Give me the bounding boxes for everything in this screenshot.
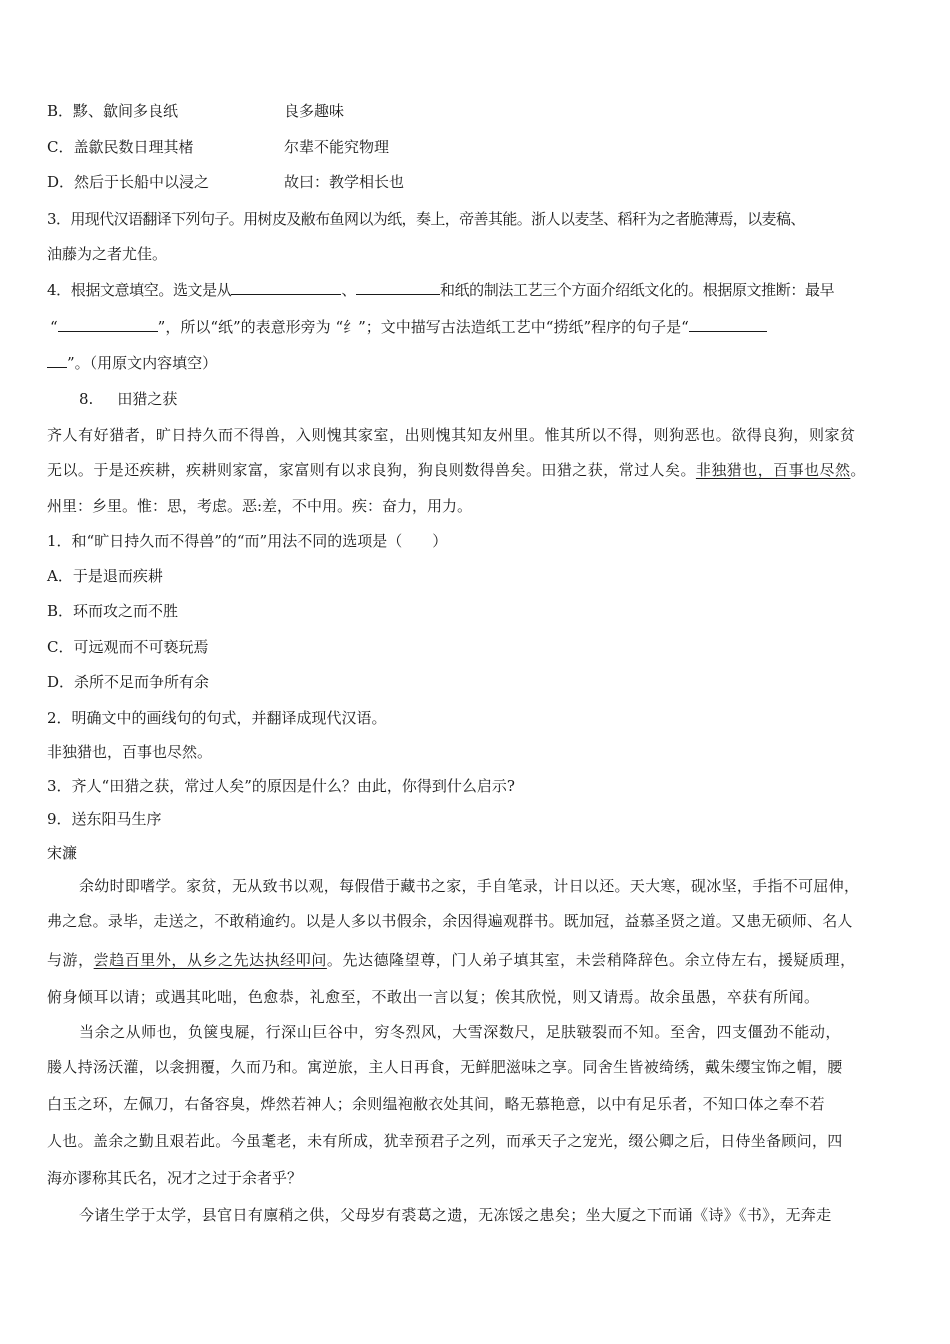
section-title: 田猎之获 [117,390,178,408]
passage-text: 。 [850,461,866,479]
q2-sentence: 非独猎也，百事也尽然。 [47,743,213,761]
q4-sep: 、 [341,281,356,299]
option-label: B． [47,102,74,120]
passage-8-line2 [47,460,866,480]
para1-line3 [47,950,856,970]
q1-option-d[interactable] [47,672,209,692]
section-8-heading [79,389,177,409]
underlined-sentence: 非独猎也，百事也尽然 [695,461,851,479]
option-c-right: 尔辈不能究物理 [284,138,390,156]
underlined-sentence: 尝趋百里外，从乡之先达执经叩问 [93,951,327,969]
passage-8-notes: 州里：乡里。惟：思，考虑。恶:差，不中用。疾：奋力，用力。 [47,497,473,515]
q4-quote: “ [50,318,58,336]
passage-text: 与游， [47,951,94,969]
option-text: 盖歙民数日理其楮 [73,138,194,156]
para3-line1: 今诸生学于太学，县官日有廪稍之供，父母岁有裘葛之遗，无冻馁之患矣；坐大厦之下而诵《诗》《书》，无奔走 [79,1206,832,1224]
prev-q4-line3 [47,353,217,373]
passage-8-line1: 齐人有好猎者，旷日持久而不得兽，入则愧其家室，出则愧其知友州里。惟其所以不得，则狗恶也。欲得良狗，则家贫 [47,426,856,444]
section-number: 8. [79,390,94,408]
answer-blank-1[interactable] [231,280,341,295]
option-b-right: 良多趣味 [284,102,345,120]
option-label: B． [47,602,74,620]
answer-blank-4[interactable] [689,317,767,332]
q3-stem: 3．齐人“田猎之获，常过人矣”的原因是什么？由此，你得到什么启示? [47,777,515,795]
option-d-left [47,172,209,192]
option-label: D． [47,173,75,191]
passage-text: 。先达德隆望尊，门人弟子填其室，未尝稍降辞色。余立侍左右，援疑质理， [326,951,856,969]
option-label: C． [47,138,74,156]
passage-text: 无以。于是还疾耕，疾耕则家富，家富则有以求良狗，狗良则数得兽矣。田猎之获，常过人矣。 [47,461,696,479]
q1-stem: 1．和“旷日持久而不得兽”的“而”用法不同的选项是（ ） [47,532,448,550]
prev-q3-line1: 3．用现代汉语翻译下列句子。用树皮及敝布鱼网以为纸，奏上，帝善其能。浙人以麦茎、稻秆为之者脆薄焉，以麦稿、 [47,210,805,228]
q4-text: 和纸的制法工艺三个方面介绍纸文化的。根据原文推断：最早 [439,281,835,299]
para1-line2: 弗之怠。录毕，走送之，不敢稍逾约。以是人多以书假余，余因得遍观群书。既加冠，益慕圣贤之道。又患无硕师、名人 [47,912,853,930]
option-text: 于是退而疾耕 [72,567,163,585]
option-label: C． [47,638,74,656]
q1-option-b[interactable] [47,601,178,621]
para2-line1: 当余之从师也，负箧曳屣，行深山巨谷中，穷冬烈风，大雪深数尺，足肤皲裂而不知。至舍，四支僵劲不能动， [79,1023,841,1041]
option-c-left [47,137,194,157]
section-9-title: 9．送东阳马生序 [47,810,162,828]
q1-option-a[interactable] [47,566,163,586]
q1-option-c[interactable] [47,637,209,657]
prev-q4-line1 [47,280,834,300]
option-b-left [47,101,178,121]
answer-blank-4-cont[interactable] [47,353,67,368]
answer-blank-3[interactable] [58,317,158,332]
para1-line4: 俯身倾耳以请；或遇其叱咄，色愈恭，礼愈至，不敢出一言以复；俟其欣悦，则又请焉。故余虽愚，卒获有所闻。 [47,988,820,1006]
para2-line2: 媵人持汤沃灌，以衾拥覆，久而乃和。寓逆旅，主人日再食，无鲜肥滋味之享。同舍生皆被绮绣，戴朱缨宝饰之帽，腰 [47,1058,843,1076]
option-text: 可远观而不可亵玩焉 [73,638,209,656]
option-label: D． [47,673,75,691]
author: 宋濂 [47,844,78,862]
para2-line5: 海亦谬称其氏名，况才之过于余者乎？ [47,1169,303,1187]
option-text: 环而攻之而不胜 [73,602,179,620]
prev-q3-line2: 油藤为之者尤佳。 [47,245,168,263]
para2-line4: 人也。盖余之勤且艰若此。今虽耄老，未有所成，犹幸预君子之列，而承天子之宠光，缀公卿之后，日侍坐备顾问，四 [47,1132,843,1150]
option-text: 然后于长船中以浸之 [74,173,210,191]
q4-text: ”。（用原文内容填空） [67,354,218,372]
option-label: A． [47,567,73,585]
para2-line3: 白玉之环，左佩刀，右备容臭，烨然若神人；余则缊袍敝衣处其间，略无慕艳意，以中有足乐者，不知口体之奉不若 [47,1095,825,1113]
q4-text: 4．根据文意填空。选文是从 [47,281,232,299]
option-text: 杀所不足而争所有余 [74,673,210,691]
answer-blank-2[interactable] [356,280,440,295]
prev-q4-line2 [50,317,767,337]
option-d-right: 故曰：教学相长也 [284,173,405,191]
q4-text: ”，所以“纸”的表意形旁为 “纟”；文中描写古法造纸工艺中“捞纸”程序的句子是“ [157,318,689,336]
q2-stem: 2．明确文中的画线句的句式，并翻译成现代汉语。 [47,709,387,727]
option-text: 黟、歙间多良纸 [73,102,179,120]
para1-line1: 余幼时即嗜学。家贫，无从致书以观，每假借于藏书之家，手自笔录，计日以还。天大寒，砚冰坚，手指不可屈伸， [79,877,860,895]
